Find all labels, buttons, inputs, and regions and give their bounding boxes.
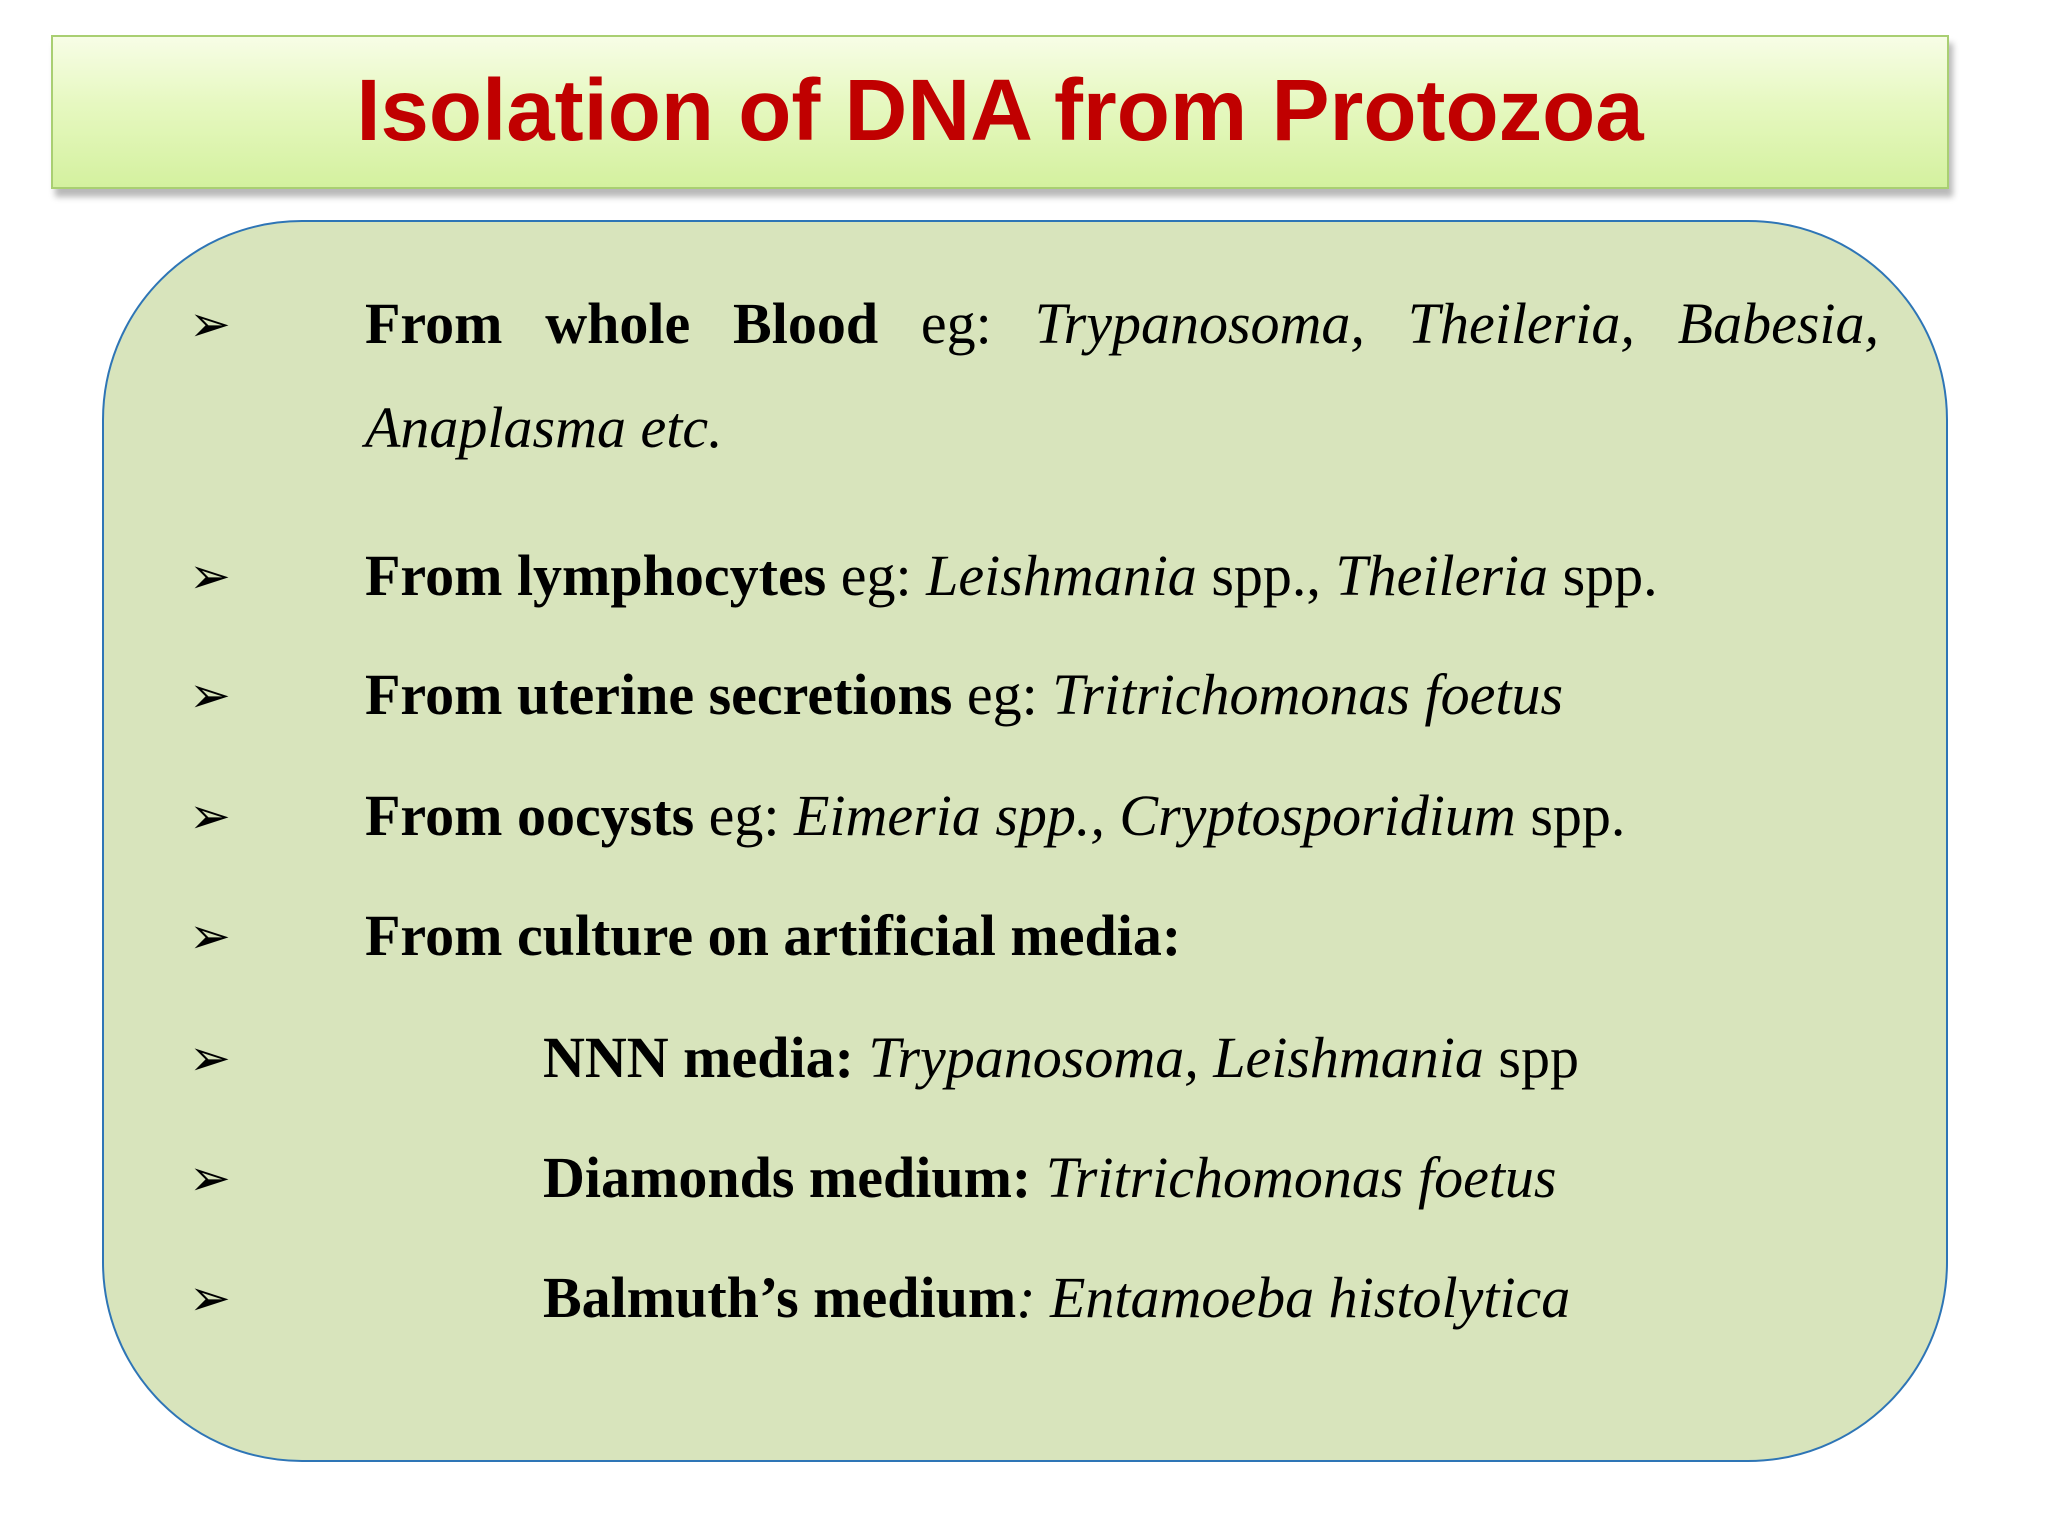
arrowhead-bullet-icon: ➢: [189, 1269, 231, 1327]
item-source: From culture on artificial media:: [365, 903, 1182, 968]
item-organism: Leishmania: [926, 543, 1197, 608]
arrowhead-bullet-icon: ➢: [189, 1149, 231, 1207]
item-organisms: Trypanosoma, Leishmania: [853, 1025, 1484, 1090]
arrowhead-bullet-icon: ➢: [189, 295, 231, 353]
item-medium: NNN media:: [543, 1025, 854, 1090]
arrowhead-bullet-icon: ➢: [189, 666, 231, 724]
item-text: [543, 1126, 1879, 1230]
item-connector: eg:: [826, 543, 927, 608]
arrowhead-bullet-icon: ➢: [189, 547, 231, 605]
list-item-lymphocytes: [189, 524, 1879, 628]
item-medium: Diamonds medium:: [543, 1145, 1032, 1210]
list-item-nnn-media: [189, 1006, 1879, 1110]
list-item-oocysts: [189, 764, 1879, 868]
item-organisms: Eimeria spp., Cryptosporidium: [794, 783, 1516, 848]
item-text: [365, 643, 1879, 747]
item-connector: eg:: [694, 783, 794, 848]
item-source: From uterine secretions: [365, 662, 953, 727]
item-source: From whole Blood: [365, 291, 879, 356]
item-suffix: spp: [1483, 1025, 1579, 1090]
arrowhead-bullet-icon: ➢: [189, 1029, 231, 1087]
item-text: [543, 1246, 1879, 1350]
list-item-whole-blood: [189, 272, 1879, 480]
item-suffix: spp.: [1548, 543, 1658, 608]
item-text: [365, 272, 1879, 480]
item-suffix: spp.,: [1196, 543, 1336, 608]
item-suffix: spp.: [1515, 783, 1626, 848]
item-source: From oocysts: [365, 783, 695, 848]
item-organism: : Entamoeba histolytica: [1016, 1265, 1571, 1330]
content-box: [102, 220, 1948, 1462]
list-item-balmuths-medium: [189, 1246, 1879, 1350]
item-text: [543, 1006, 1879, 1110]
item-text: [365, 524, 1879, 628]
list-item-uterine-secretions: [189, 643, 1879, 747]
item-text: [365, 884, 1879, 988]
arrowhead-bullet-icon: ➢: [189, 907, 231, 965]
item-source: From lymphocytes: [365, 543, 827, 608]
slide-title: Isolation of DNA from Protozoa: [356, 62, 1644, 159]
item-medium: Balmuth’s medium: [543, 1265, 1017, 1330]
title-bar: [51, 35, 1949, 189]
item-organism: Tritrichomonas foetus: [1031, 1145, 1557, 1210]
item-text: [365, 764, 1879, 868]
item-connector: eg:: [878, 291, 1035, 356]
list-item-diamonds-medium: [189, 1126, 1879, 1230]
item-connector: eg:: [952, 662, 1053, 727]
item-organism: Theileria: [1335, 543, 1549, 608]
arrowhead-bullet-icon: ➢: [189, 787, 231, 845]
list-item-culture-media: [189, 884, 1879, 988]
item-organism: Tritrichomonas foetus: [1052, 662, 1564, 727]
item-organisms: Trypanosoma, Theileria, Babesia, Anaplasma etc.: [365, 291, 1880, 460]
